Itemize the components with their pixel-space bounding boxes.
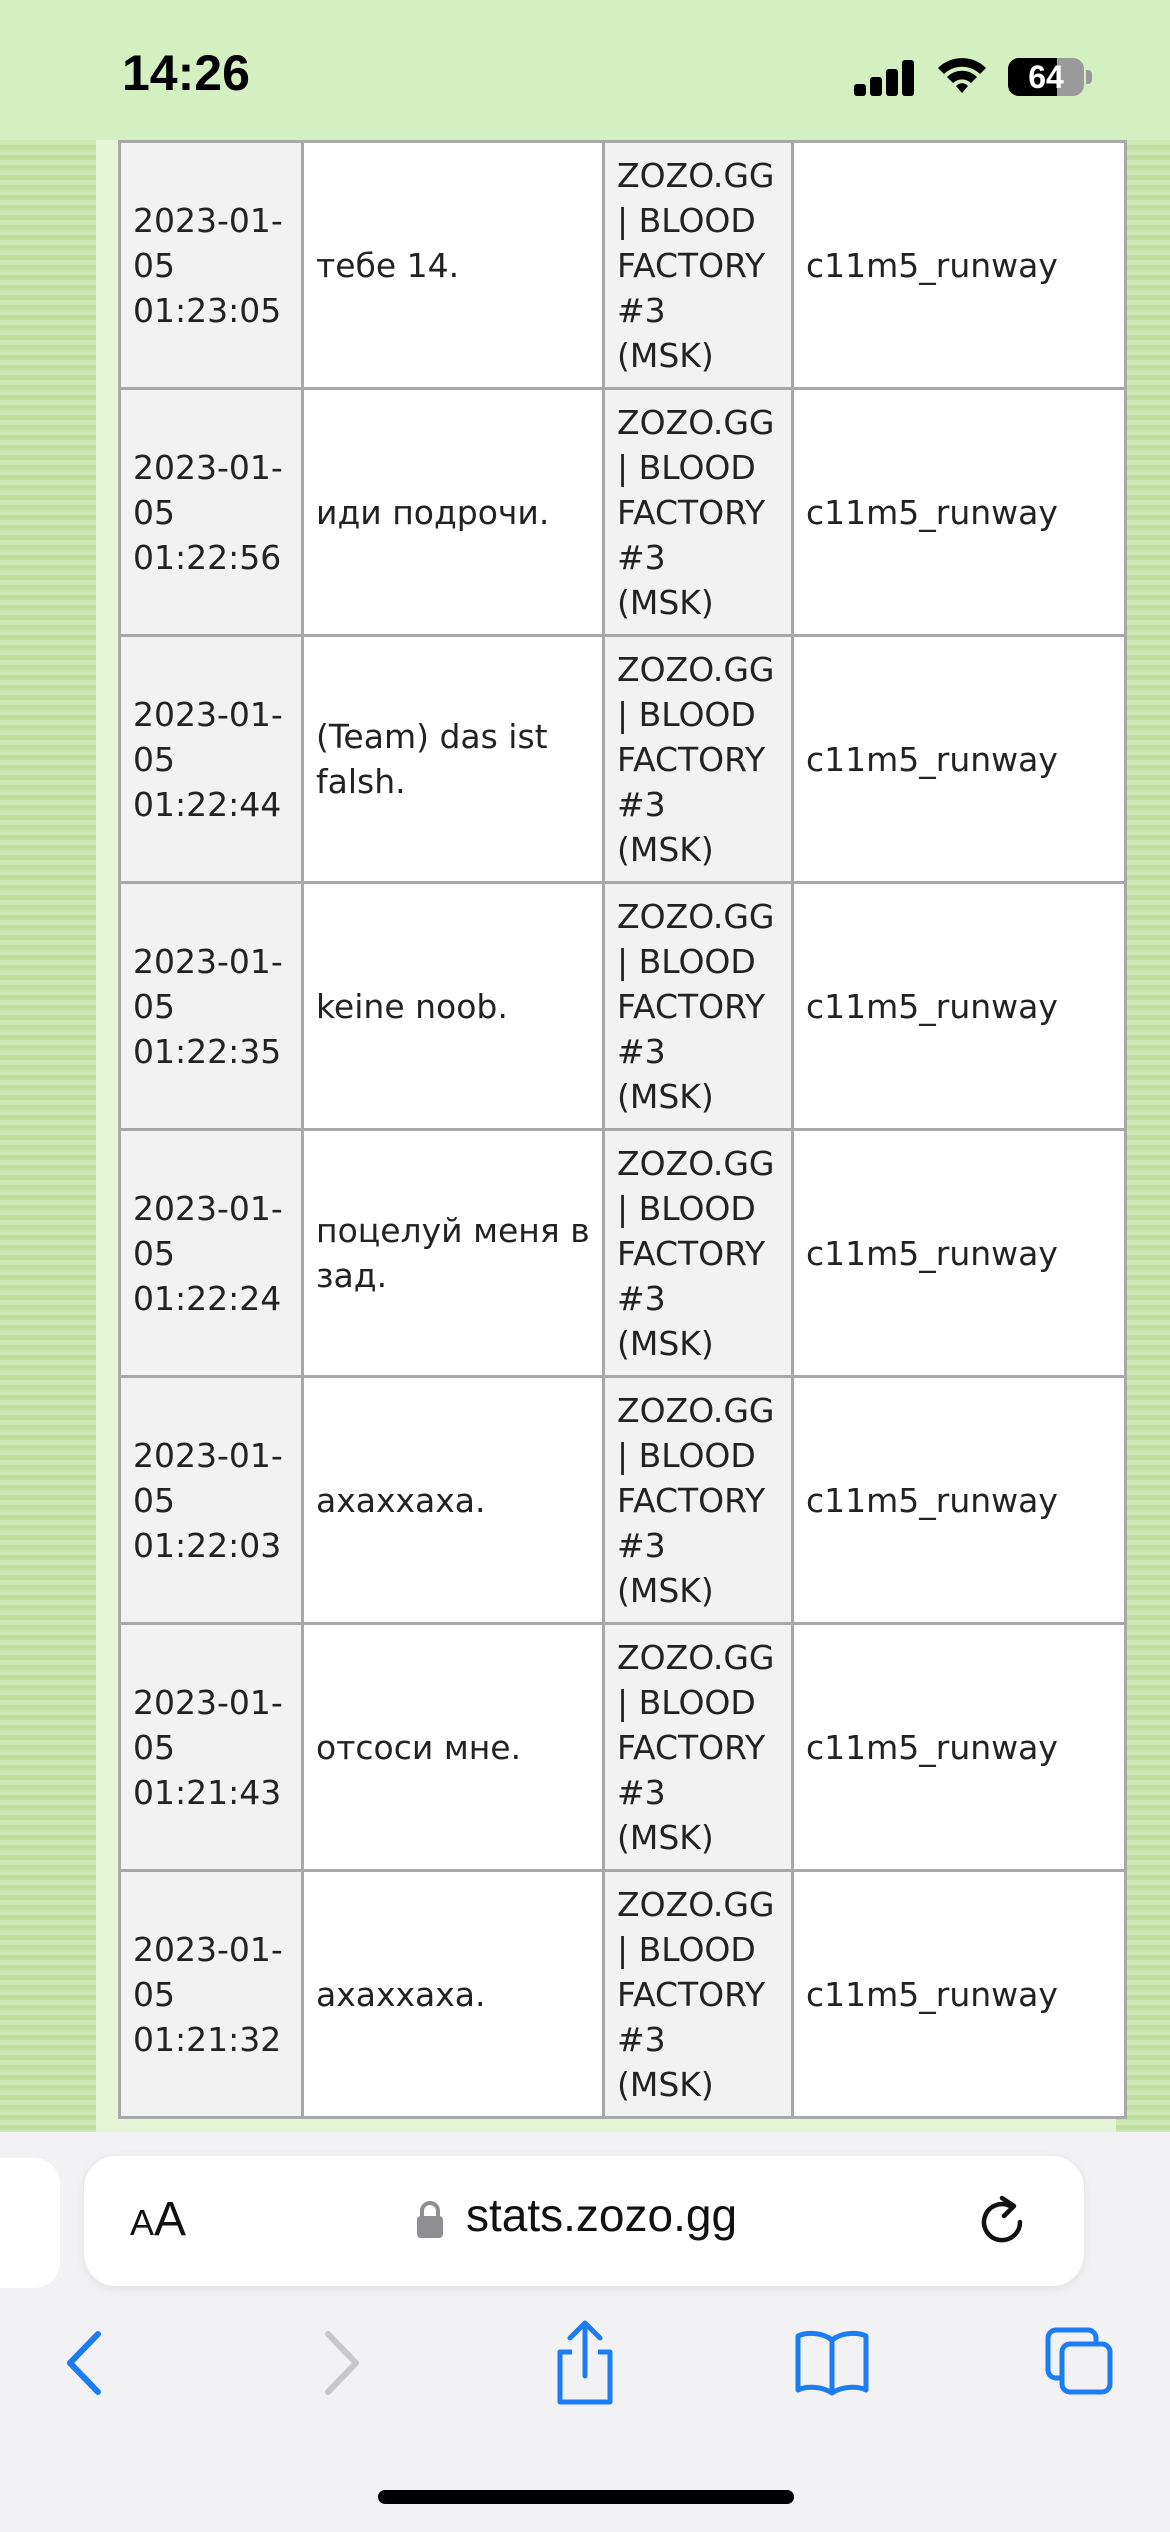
date-cell: 2023-01- 05 01:22:44 — [120, 636, 303, 883]
message-cell: поцелуй меня в зад. — [303, 1130, 604, 1377]
bookmarks-icon[interactable] — [794, 2330, 870, 2396]
map-cell: c11m5_runway — [793, 883, 1126, 1130]
chat-log-table — [118, 140, 1127, 2119]
table-row — [120, 636, 1126, 883]
status-time: 14:26 — [122, 45, 250, 101]
battery-percentage: 64 — [1028, 59, 1064, 95]
message-cell: ахаххаха. — [303, 1377, 604, 1624]
server-cell: ZOZO.GG | BLOOD FACTORY #3 (MSK) — [604, 883, 793, 1130]
share-icon[interactable] — [552, 2318, 618, 2408]
forward-icon[interactable] — [316, 2328, 366, 2398]
server-cell: ZOZO.GG | BLOOD FACTORY #3 (MSK) — [604, 1871, 793, 2118]
message-cell: keine noob. — [303, 883, 604, 1130]
message-cell: иди подрочи. — [303, 389, 604, 636]
date-cell: 2023-01- 05 01:22:35 — [120, 883, 303, 1130]
url-text[interactable]: stats.zozo.gg — [466, 2189, 738, 2241]
reload-icon[interactable] — [972, 2192, 1032, 2252]
map-cell: c11m5_runway — [793, 1130, 1126, 1377]
server-cell: ZOZO.GG | BLOOD FACTORY #3 (MSK) — [604, 636, 793, 883]
tabs-icon[interactable] — [1044, 2326, 1114, 2396]
map-cell: c11m5_runway — [793, 1871, 1126, 2118]
home-indicator — [378, 2490, 794, 2504]
message-cell: (Team) das ist falsh. — [303, 636, 604, 883]
date-cell: 2023-01- 05 01:22:03 — [120, 1377, 303, 1624]
date-cell: 2023-01- 05 01:21:43 — [120, 1624, 303, 1871]
lock-icon — [416, 2200, 444, 2240]
server-cell: ZOZO.GG | BLOOD FACTORY #3 (MSK) — [604, 142, 793, 389]
address-bar[interactable] — [84, 2156, 1084, 2286]
back-icon[interactable] — [60, 2328, 110, 2398]
date-cell: 2023-01- 05 01:23:05 — [120, 142, 303, 389]
message-cell: тебе 14. — [303, 142, 604, 389]
table-row — [120, 883, 1126, 1130]
text-size-button[interactable]: AA — [130, 2193, 187, 2246]
message-cell: ахаххаха. — [303, 1871, 604, 2118]
map-cell: c11m5_runway — [793, 1624, 1126, 1871]
date-cell: 2023-01- 05 01:22:56 — [120, 389, 303, 636]
map-cell: c11m5_runway — [793, 389, 1126, 636]
server-cell: ZOZO.GG | BLOOD FACTORY #3 (MSK) — [604, 1130, 793, 1377]
message-cell: отсоси мне. — [303, 1624, 604, 1871]
map-cell: c11m5_runway — [793, 142, 1126, 389]
battery-icon — [1008, 58, 1084, 96]
previous-tab-preview[interactable] — [0, 2158, 60, 2288]
cellular-signal-icon — [854, 60, 916, 96]
table-row — [120, 1377, 1126, 1624]
chat-log-body — [120, 142, 1126, 2118]
table-row — [120, 389, 1126, 636]
table-row — [120, 1871, 1126, 2118]
date-cell: 2023-01- 05 01:22:24 — [120, 1130, 303, 1377]
server-cell: ZOZO.GG | BLOOD FACTORY #3 (MSK) — [604, 1624, 793, 1871]
date-cell: 2023-01- 05 01:21:32 — [120, 1871, 303, 2118]
table-row — [120, 1624, 1126, 1871]
wifi-icon — [936, 54, 988, 96]
server-cell: ZOZO.GG | BLOOD FACTORY #3 (MSK) — [604, 389, 793, 636]
status-bar — [0, 0, 1170, 140]
map-cell: c11m5_runway — [793, 636, 1126, 883]
table-row — [120, 142, 1126, 389]
battery-tip — [1086, 70, 1092, 84]
server-cell: ZOZO.GG | BLOOD FACTORY #3 (MSK) — [604, 1377, 793, 1624]
table-row — [120, 1130, 1126, 1377]
map-cell: c11m5_runway — [793, 1377, 1126, 1624]
